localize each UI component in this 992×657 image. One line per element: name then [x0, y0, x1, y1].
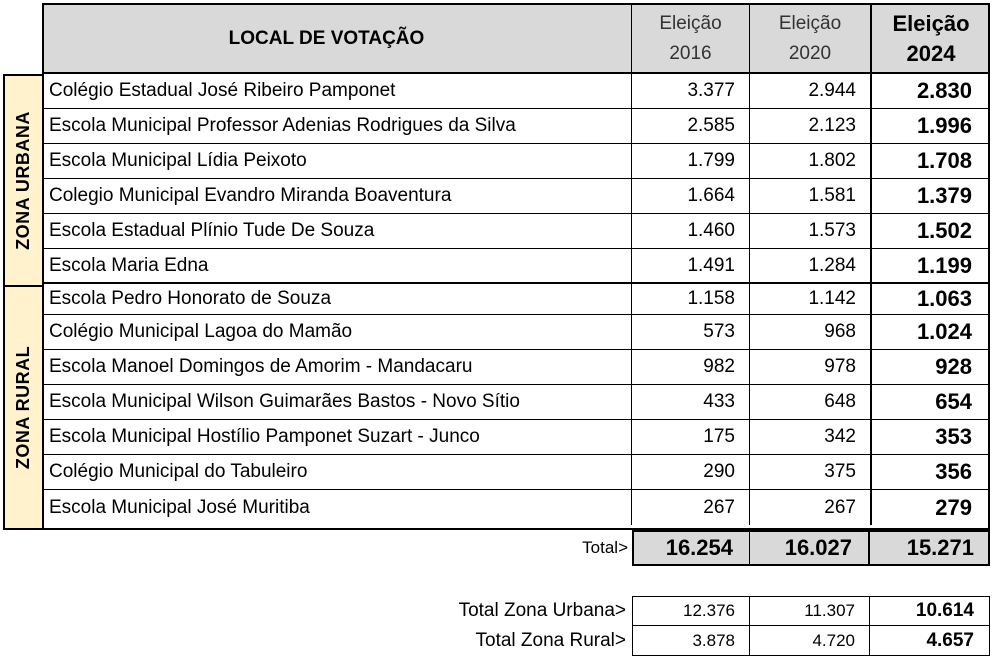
row-2024: 356: [870, 455, 988, 489]
header-2020: Eleição 2020: [778, 12, 842, 64]
row-2020: 1.284: [808, 254, 856, 276]
row-2016: 290: [632, 455, 750, 489]
row-2020: 2.123: [808, 115, 856, 136]
table-row: [44, 315, 988, 350]
row-local: Escola Municipal Hostílio Pamponet Suzart - Junco: [44, 420, 632, 454]
row-2016: 1.460: [632, 214, 750, 248]
row-local: Colégio Municipal Lagoa do Mamão: [44, 315, 632, 349]
row-2024: 279: [870, 490, 988, 525]
table-row: [44, 109, 988, 144]
row-2020: 1.581: [808, 185, 856, 206]
row-2016: 267: [632, 490, 750, 525]
row-2024: 2.830: [870, 74, 988, 108]
zone-total-2016: 12.376: [632, 596, 750, 626]
zone-urbana-label: ZONA URBANA: [3, 74, 42, 287]
table-row: [44, 420, 988, 455]
row-2024: 1.199: [870, 249, 988, 282]
row-2024: 654: [870, 385, 988, 419]
row-local: Escola Pedro Honorato de Souza: [44, 284, 632, 314]
row-2020: 267: [824, 496, 856, 518]
total-2016: 16.254: [632, 530, 750, 566]
row-2016: 1.158: [632, 284, 750, 314]
row-2020: 978: [824, 356, 856, 377]
header-local: LOCAL DE VOTAÇÃO: [42, 3, 632, 74]
row-2020: 375: [824, 461, 856, 482]
header-2024: Eleição 2024: [870, 3, 990, 74]
header-2016: Eleição 2016: [632, 3, 750, 74]
total-2024: 15.271: [906, 535, 974, 560]
row-local: Colégio Municipal do Tabuleiro: [44, 455, 632, 489]
table-row: [44, 385, 988, 420]
row-2016: 175: [632, 420, 750, 454]
row-2024: 1.996: [870, 109, 988, 143]
row-2024: 1.502: [870, 214, 988, 248]
row-2020: 1.142: [808, 288, 856, 309]
row-2016: 1.799: [632, 144, 750, 178]
table-row: [44, 179, 988, 214]
zone-total-2016: 3.878: [632, 626, 750, 656]
row-2016: 2.585: [632, 109, 750, 143]
table-row: [44, 144, 988, 179]
row-local: Colegio Municipal Evandro Miranda Boaventura: [44, 179, 632, 213]
zone-total-2024: 10.614: [870, 596, 990, 626]
row-local: Escola Municipal Wilson Guimarães Bastos - Novo Sítio: [44, 385, 632, 419]
table-row: [44, 350, 988, 385]
row-local: Escola Manoel Domingos de Amorim - Mandacaru: [44, 350, 632, 384]
row-2016: 1.664: [632, 179, 750, 213]
zone-total-2020: 4.720: [750, 626, 870, 656]
zone-total-2020: 11.307: [750, 596, 870, 626]
row-2016: 433: [632, 385, 750, 419]
row-local: Escola Municipal Lídia Peixoto: [44, 144, 632, 178]
row-2020: 1.802: [808, 150, 856, 171]
zone-total-2024: 4.657: [926, 630, 974, 651]
row-2024: 353: [870, 420, 988, 454]
row-2016: 573: [632, 315, 750, 349]
row-2024: 1.379: [870, 179, 988, 213]
table-row: [44, 74, 988, 109]
row-2024: 1.708: [870, 144, 988, 178]
row-local: Escola Estadual Plínio Tude De Souza: [44, 214, 632, 248]
table-row: [44, 249, 988, 284]
row-2020: 968: [824, 321, 856, 342]
total-label: Total>: [582, 538, 628, 557]
zone-total-label: Total Zona Urbana>: [458, 600, 626, 621]
row-2016: 3.377: [632, 74, 750, 108]
row-2020: 1.573: [808, 220, 856, 241]
table-row: [44, 284, 988, 315]
row-2020: 2.944: [808, 80, 856, 101]
row-2024: 1.063: [870, 284, 988, 314]
zone-total-label: Total Zona Rural>: [475, 630, 626, 651]
table-body: [42, 74, 990, 530]
zone-rural-label: ZONA RURAL: [3, 287, 42, 530]
row-2024: 1.024: [870, 315, 988, 349]
row-2020: 342: [824, 426, 856, 447]
table-row: [44, 214, 988, 249]
row-2020: 648: [824, 391, 856, 412]
row-local: Escola Municipal José Muritiba: [44, 490, 632, 525]
row-local: Escola Municipal Professor Adenias Rodrigues da Silva: [44, 109, 632, 143]
total-2020: 16.027: [750, 530, 870, 566]
table-row: [44, 455, 988, 490]
row-local: Escola Maria Edna: [44, 249, 632, 282]
row-local: Colégio Estadual José Ribeiro Pamponet: [44, 74, 632, 108]
row-2016: 982: [632, 350, 750, 384]
row-2024: 928: [870, 350, 988, 384]
table-row: [44, 490, 988, 525]
row-2016: 1.491: [632, 249, 750, 282]
